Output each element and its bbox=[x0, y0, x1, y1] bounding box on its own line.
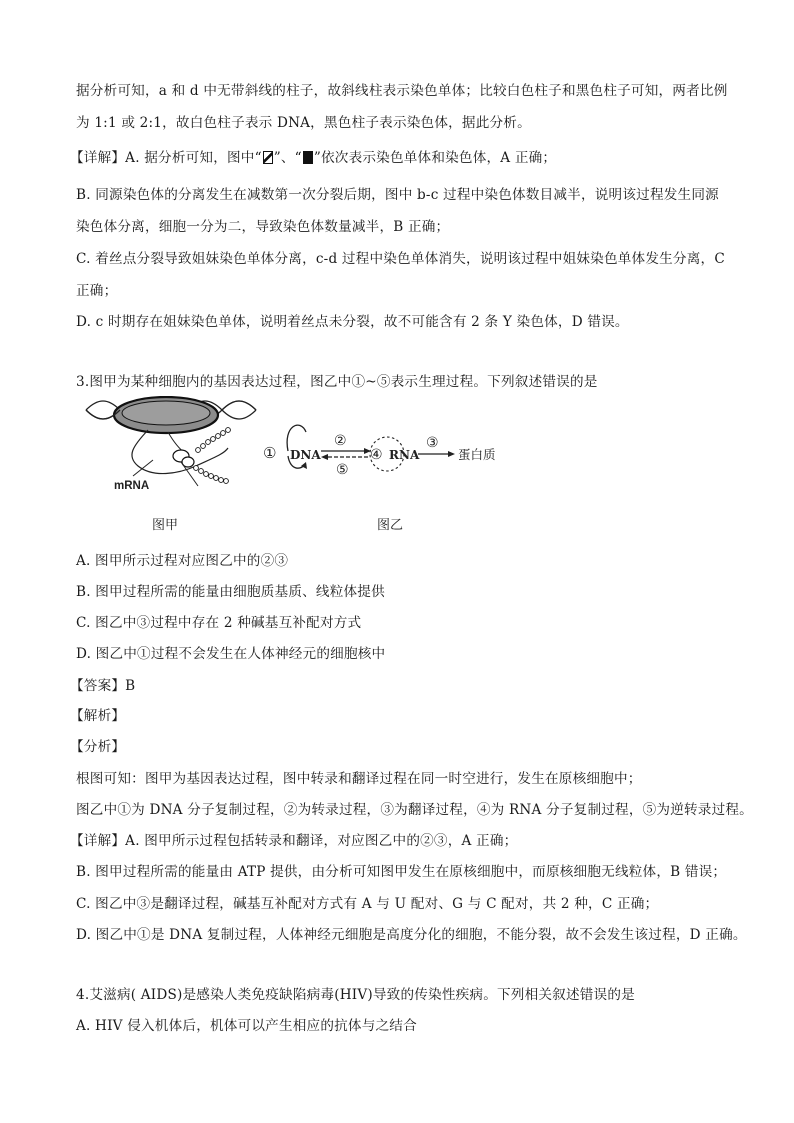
black-bar-icon bbox=[303, 151, 313, 164]
label-1: ① bbox=[263, 444, 277, 462]
rna-polymerase-inner bbox=[122, 401, 210, 425]
text-line: 染色体分离，细胞一分为二，导致染色体数量减半，B 正确； bbox=[76, 219, 450, 235]
text-line: 【详解】A. 图甲所示过程包括转录和翻译，对应图乙中的②③，A 正确； bbox=[70, 833, 518, 849]
option-d: D. 图乙中①过程不会发生在人体神经元的细胞核中 bbox=[76, 646, 386, 662]
arrow-head bbox=[301, 462, 307, 469]
arrow-head bbox=[448, 451, 455, 457]
arrow-head bbox=[321, 454, 328, 460]
label-5: ⑤ bbox=[336, 462, 349, 478]
q4-option-a: A. HIV 侵入机体后，机体可以产生相应的抗体与之结合 bbox=[76, 1018, 417, 1034]
text-line: C. 着丝点分裂导致姐妹染色单体分离，c-d 过程中染色单体消失，说明该过程中姐妹染色单体发生分离，C bbox=[76, 251, 725, 267]
fenxi-label: 【分析】 bbox=[70, 739, 126, 755]
mrna-pointer bbox=[133, 460, 153, 476]
text-line: D. 图乙中①是 DNA 复制过程，人体神经元细胞是高度分化的细胞，不能分裂，故不会发生该过程，D 正确。 bbox=[76, 927, 747, 943]
text-seg: 【详解】A. 据分析可知，图中“ bbox=[70, 150, 262, 166]
answer-label: 【答案】B bbox=[70, 678, 136, 694]
text-line: 据分析可知，a 和 d 中无带斜线的柱子，故斜线柱表示染色单体；比较白色柱子和黑色柱子可知，两者比例 bbox=[76, 83, 728, 99]
detail-line-a bbox=[70, 148, 556, 168]
caption-figure-a: 图甲 bbox=[152, 518, 179, 533]
dna-overlay bbox=[222, 401, 256, 410]
caption-figure-b: 图乙 bbox=[377, 518, 404, 533]
rna-node: RNA bbox=[389, 448, 420, 462]
text-line: 为 1:1 或 2:1，故白色柱子表示 DNA，黑色柱子表示染色体，据此分析。 bbox=[76, 115, 531, 131]
option-c: C. 图乙中③过程中存在 2 种碱基互补配对方式 bbox=[76, 615, 362, 631]
text-line: 正确； bbox=[76, 283, 118, 299]
text-line: 根图可知：图甲为基因表达过程，图中转录和翻译过程在同一时空进行，发生在原核细胞中； bbox=[76, 771, 642, 787]
question-3: 3.图甲为某种细胞内的基因表达过程，图乙中①~⑤表示生理过程。下列叙述错误的是 bbox=[76, 374, 598, 390]
analysis-label: 【解析】 bbox=[70, 708, 126, 724]
option-a: A. 图甲所示过程对应图乙中的②③ bbox=[76, 553, 289, 569]
mrna-label: mRNA bbox=[114, 480, 150, 492]
text-line: B. 图甲过程所需的能量由 ATP 提供，由分析可知图甲发生在原核细胞中，而原核细胞无线粒体，B 错误； bbox=[76, 864, 727, 880]
dna-node: DNA bbox=[290, 448, 321, 462]
text-line: 图乙中①为 DNA 分子复制过程，②为转录过程，③为翻译过程，④为 RNA 分子复制过程，⑤为逆转录过程。 bbox=[76, 802, 753, 818]
protein-node: 蛋白质 bbox=[458, 447, 496, 462]
hatched-bar-icon bbox=[263, 151, 273, 164]
text-line: B. 同源染色体的分离发生在减数第一次分裂后期，图中 b-c 过程中染色体数目减半，说明该过程发生同源 bbox=[76, 187, 719, 203]
text-seg: ”、“ bbox=[273, 150, 302, 166]
label-3: ③ bbox=[426, 435, 439, 451]
question-4: 4.艾滋病( AIDS)是感染人类免疫缺陷病毒(HIV)导致的传染性疾病。下列相关叙述错误的是 bbox=[76, 987, 635, 1003]
label-4: ④ bbox=[370, 447, 383, 463]
text-seg: ”依次表示染色单体和染色体，A 正确； bbox=[313, 150, 557, 166]
polypeptide-chain bbox=[194, 466, 229, 484]
text-line: D. c 时期存在姐妹染色单体，说明着丝点未分裂，故不可能含有 2 条 Y 染色体，D 错误。 bbox=[76, 314, 629, 330]
label-2: ② bbox=[334, 433, 347, 449]
gene-expression-figure bbox=[78, 396, 518, 536]
option-b: B. 图甲过程所需的能量由细胞质基质、线粒体提供 bbox=[76, 584, 385, 600]
polypeptide-chain bbox=[196, 428, 231, 453]
text-line: C. 图乙中③是翻译过程，碱基互补配对方式有 A 与 U 配对、G 与 C 配对，共 2 种，C 正确； bbox=[76, 896, 659, 912]
